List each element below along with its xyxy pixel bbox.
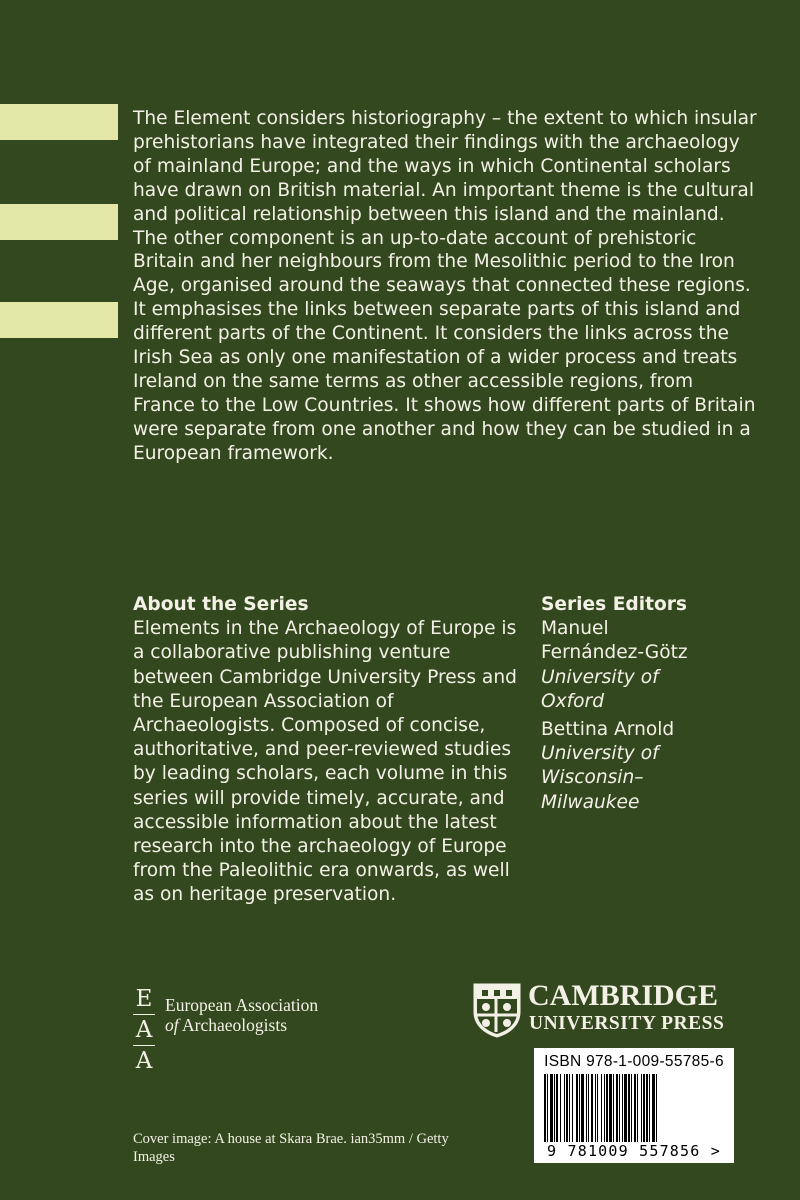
about-text: Elements in the Archaeology of Europe is a collaborative publishing venture between Cambridge University Press and the European Association of Archaeologists. Composed of concise, authoritative, and peer-reviewed studies by leading scholars, each volume in this series will provide timely, accurate, and accessible information about the latest research into the archaeology of Europe from the Paleolithic era onwards, as well as on heritage preservation. <box>133 618 517 906</box>
eaa-name-line1: European Association <box>165 995 319 1015</box>
barcode-bar <box>649 1074 650 1142</box>
barcode-bar <box>604 1074 605 1142</box>
barcode-bar <box>556 1074 558 1142</box>
barcode-bar <box>576 1074 578 1142</box>
barcode-bar <box>560 1074 561 1142</box>
barcode-bars <box>544 1074 724 1142</box>
accent-stripe-middle <box>0 204 118 240</box>
barcode-bar <box>547 1074 548 1142</box>
barcode-bar <box>619 1074 620 1142</box>
barcode-bar <box>588 1074 589 1142</box>
series-editors <box>541 593 691 815</box>
barcode-bar <box>591 1074 593 1142</box>
cambridge-university-press-logo <box>472 980 734 1036</box>
eaa-name <box>165 995 318 1035</box>
eaa-monogram <box>133 984 155 1076</box>
eaa-letter: A <box>133 1015 155 1046</box>
about-the-series <box>133 593 518 908</box>
barcode-bar <box>569 1074 570 1142</box>
editors-heading: Series Editors <box>541 594 687 615</box>
barcode-bar <box>656 1074 657 1142</box>
barcode-bar <box>572 1074 573 1142</box>
editor-affiliation: University of Oxford <box>541 666 659 712</box>
barcode-bar <box>566 1074 568 1142</box>
eaa-letter: E <box>133 984 155 1015</box>
barcode-bar <box>624 1074 627 1142</box>
barcode-bar <box>564 1074 565 1142</box>
barcode-bar <box>643 1074 645 1142</box>
barcode-bar <box>637 1074 638 1142</box>
editor-affiliation: University of Wisconsin–Milwaukee <box>541 743 659 813</box>
accent-stripe-top <box>0 104 118 140</box>
editor-entry <box>541 718 691 815</box>
isbn-label: ISBN 978-1-009-55785-6 <box>544 1053 724 1070</box>
barcode-bar <box>628 1074 630 1142</box>
eaa-logo <box>133 984 363 1076</box>
barcode-bar <box>606 1074 608 1142</box>
barcode-bar <box>581 1074 584 1142</box>
eaa-letter: A <box>135 1048 153 1074</box>
barcode-bar <box>595 1074 596 1142</box>
barcode-bar <box>601 1074 602 1142</box>
about-heading: About the Series <box>133 594 309 615</box>
cambridge-shield-icon <box>472 982 522 1038</box>
barcode-bar <box>550 1074 553 1142</box>
barcode-bar <box>554 1074 555 1142</box>
barcode-bar <box>652 1074 655 1142</box>
barcode-bar <box>597 1074 598 1142</box>
barcode-bar <box>616 1074 618 1142</box>
eaa-name-line2: of Archaeologists <box>165 1015 288 1035</box>
cover-image-credit: Cover image: A house at Skara Brae. ian35mm / Getty Images <box>133 1131 449 1165</box>
book-description: The Element considers historiography – the extent to which insular prehistorians have integrated their findings with the archaeology of mainland Europe; and the ways in which Continental scholars have drawn on British material. An important theme is the cultural and political relationship between this island and the mainland. The other component is an up-to-date account of prehistoric Britain and her neighbours from the Mesolithic period to the Iron Age, organised around the seaways that connected these regions. It emphasises the links between separate parts of this island and different parts of the Continent. It considers the links across the Irish Sea as only one manifestation of a wider process and treats Ireland on the same terms as other accessible regions, from France to the Low Countries. It shows how different parts of Britain were separate from one another and how they can be studied in a European framework. <box>133 108 757 464</box>
barcode-bar <box>622 1074 623 1142</box>
cup-name-line2: UNIVERSITY PRESS <box>529 1013 725 1034</box>
barcode-bar <box>641 1074 642 1142</box>
cup-name-line1: CAMBRIDGE <box>528 979 719 1012</box>
barcode-digits: 9 781009 557856 > <box>547 1142 721 1160</box>
isbn-barcode <box>534 1048 734 1163</box>
barcode-bar <box>544 1074 546 1142</box>
editor-entry <box>541 617 691 714</box>
editor-name: Manuel Fernández-Götz <box>541 618 688 664</box>
barcode-bar <box>579 1074 580 1142</box>
barcode-bar <box>586 1074 587 1142</box>
barcode-bar <box>631 1074 632 1142</box>
barcode-bar <box>613 1074 614 1142</box>
accent-stripe-bottom <box>0 302 118 338</box>
barcode-bar <box>646 1074 648 1142</box>
barcode-bar <box>634 1074 636 1142</box>
editor-name: Bettina Arnold <box>541 719 675 741</box>
barcode-bar <box>609 1074 612 1142</box>
